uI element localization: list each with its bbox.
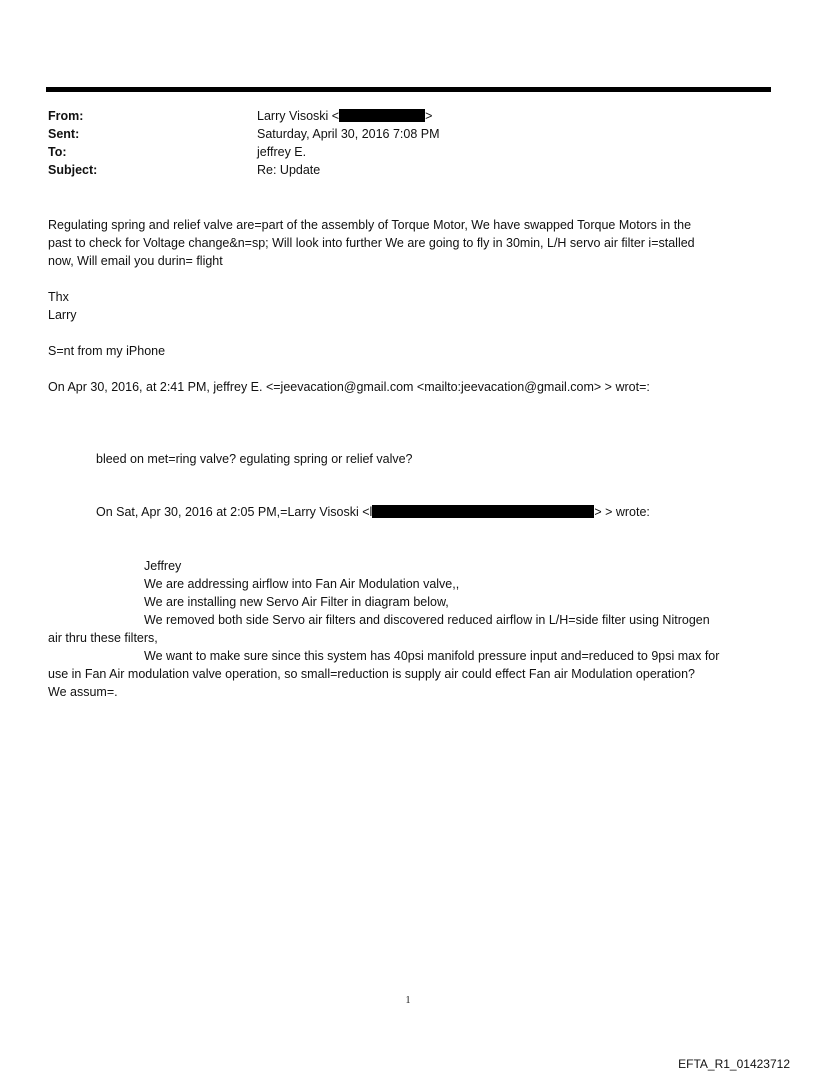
quote-line: air thru these filters, <box>48 631 158 645</box>
quote-header <box>96 503 650 521</box>
document-id: EFTA_R1_01423712 <box>678 1057 790 1071</box>
quote-body: bleed on met=ring valve? egulating spring or relief valve? <box>96 452 413 466</box>
sent-value: Saturday, April 30, 2016 7:08 PM <box>257 127 440 141</box>
page-number: 1 <box>405 995 411 1006</box>
to-value: jeffrey E. <box>257 145 307 159</box>
quote-header-text: On Sat, Apr 30, 2016 at 2:05 PM,=Larry Visoski <l <box>96 505 373 519</box>
from-label: From: <box>48 109 84 123</box>
redaction-box <box>372 505 594 518</box>
quote-header-end: > > wrote: <box>594 505 650 519</box>
quote-line: We are installing new Servo Air Filter in diagram below, <box>144 595 449 609</box>
body-line: Regulating spring and relief valve are=part of the assembly of Torque Motor, We have swapped Torque Motors in the <box>48 218 692 232</box>
quote-line: We assum=. <box>48 685 118 699</box>
sent-from-line: S=nt from my iPhone <box>48 344 166 358</box>
quote-line: Jeffrey <box>144 559 182 573</box>
quote-header: On Apr 30, 2016, at 2:41 PM, jeffrey E. <=jeevacation@gmail.com <mailto:jeevacation@gmail.com> > wrot=: <box>48 380 650 394</box>
to-label: To: <box>48 145 67 159</box>
redaction-box <box>339 109 425 122</box>
body-line: now, Will email you durin= flight <box>48 254 223 268</box>
from-value <box>257 109 432 123</box>
quote-line: use in Fan Air modulation valve operation, so small=reduction is supply air could effect Fan air Modulation operation? <box>48 667 696 681</box>
from-close: > <box>425 109 433 123</box>
subject-value: Re: Update <box>257 163 321 177</box>
subject-label: Subject: <box>48 163 98 177</box>
signoff-name: Larry <box>48 308 77 322</box>
sent-label: Sent: <box>48 127 80 141</box>
header-rule <box>46 87 771 92</box>
quote-line: We removed both side Servo air filters and discovered reduced airflow in L/H=side filter using Nitrogen <box>144 613 710 627</box>
signoff-thx: Thx <box>48 290 69 304</box>
from-name: Larry Visoski < <box>257 109 340 123</box>
quote-line: We want to make sure since this system has 40psi manifold pressure input and=reduced to 9psi max for <box>144 649 720 663</box>
quote-line: We are addressing airflow into Fan Air Modulation valve,, <box>144 577 460 591</box>
body-line: past to check for Voltage change&n=sp; Will look into further We are going to fly in 30min, L/H servo air filter i=stalled <box>48 236 695 250</box>
